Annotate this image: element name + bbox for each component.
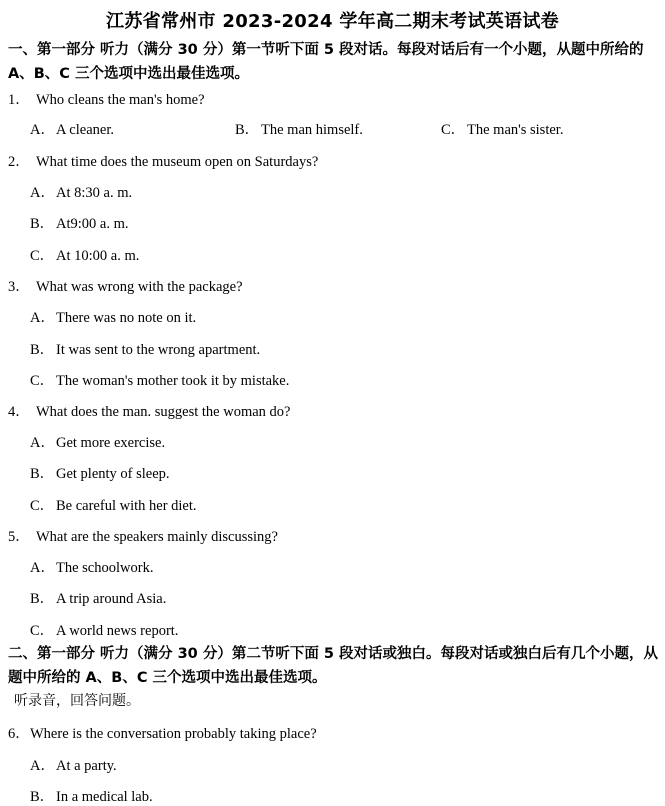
option-5c [30, 619, 178, 640]
option-text: At a party. [56, 758, 117, 774]
option-4b [30, 462, 170, 483]
option-label: A． [30, 185, 55, 201]
option-2b [30, 212, 129, 233]
question-number: 5． [8, 529, 30, 545]
option-3c [30, 369, 289, 390]
option-text: At9:00 a. m. [56, 216, 129, 232]
option-label: A． [30, 310, 55, 326]
option-4c [30, 494, 197, 515]
question-number: 2． [8, 154, 30, 170]
option-text: It was sent to the wrong apartment. [56, 342, 261, 358]
listening-instruction: 听录音，回答问题。 [14, 693, 140, 709]
option-text: A cleaner. [56, 122, 114, 138]
question-number: 4． [8, 404, 30, 420]
question-text: What time does the museum open on Saturdays? [36, 154, 319, 170]
option-text: The woman's mother took it by mistake. [56, 373, 290, 389]
option-label: A． [30, 435, 55, 451]
question-6 [8, 722, 317, 743]
option-text: In a medical lab. [56, 789, 153, 805]
question-5 [8, 525, 278, 546]
option-3a [30, 306, 196, 327]
option-label: B． [30, 342, 55, 358]
option-text: Get plenty of sleep. [56, 466, 170, 482]
option-label: C． [30, 498, 55, 514]
question-number: 3． [8, 279, 30, 295]
option-label: B． [30, 216, 55, 232]
option-label: A． [30, 758, 55, 774]
question-number: 6． [8, 726, 30, 742]
option-label: C． [30, 623, 55, 639]
option-text: Be careful with her diet. [56, 498, 197, 514]
question-number: 1． [8, 92, 30, 108]
option-label: B． [30, 591, 55, 607]
question-3 [8, 275, 243, 296]
option-5b [30, 587, 166, 608]
option-text: A trip around Asia. [56, 591, 167, 607]
option-label: C． [30, 373, 55, 389]
option-4a [30, 431, 165, 452]
option-text: At 10:00 a. m. [56, 248, 140, 264]
option-label: A． [30, 560, 55, 576]
option-2c [30, 244, 139, 265]
option-text: There was no note on it. [56, 310, 197, 326]
option-3b [30, 338, 260, 359]
option-label: B． [30, 466, 55, 482]
option-label: B． [30, 789, 55, 805]
part2-heading: 二、第一部分 听力（满分 30 分）第二节听下面 5 段对话或独白。每段对话或独白后有几个小题，从题中所给的 A、B、C 三个选项中选出最佳选项。 [8, 646, 659, 686]
option-label: B． [235, 122, 260, 138]
document-title: 江苏省常州市 2023-2024 学年高二期末考试英语试卷 [106, 11, 559, 32]
question-1 [8, 88, 205, 109]
option-text: Get more exercise. [56, 435, 166, 451]
option-text: A world news report. [56, 623, 179, 639]
option-text: The schoolwork. [56, 560, 154, 576]
question-2 [8, 150, 318, 171]
option-1c [441, 118, 563, 139]
question-text: Where is the conversation probably taking place? [30, 726, 317, 742]
option-text: The man himself. [261, 122, 363, 138]
option-1b [235, 118, 363, 139]
option-text: At 8:30 a. m. [56, 185, 133, 201]
option-6a [30, 754, 117, 775]
question-text: What does the man. suggest the woman do? [36, 404, 291, 420]
option-5a [30, 556, 153, 577]
option-label: C． [30, 248, 55, 264]
part1-heading: 一、第一部分 听力（满分 30 分）第一节听下面 5 段对话。每段对话后有一个小题，从题中所给的 A、B、C 三个选项中选出最佳选项。 [8, 42, 644, 82]
option-text: The man's sister. [467, 122, 564, 138]
option-2a [30, 181, 132, 202]
question-text: What are the speakers mainly discussing? [36, 529, 278, 545]
option-1a [30, 118, 114, 139]
option-label: A． [30, 122, 55, 138]
question-text: Who cleans the man's home? [36, 92, 205, 108]
question-text: What was wrong with the package? [36, 279, 243, 295]
option-label: C． [441, 122, 466, 138]
question-4 [8, 400, 291, 421]
